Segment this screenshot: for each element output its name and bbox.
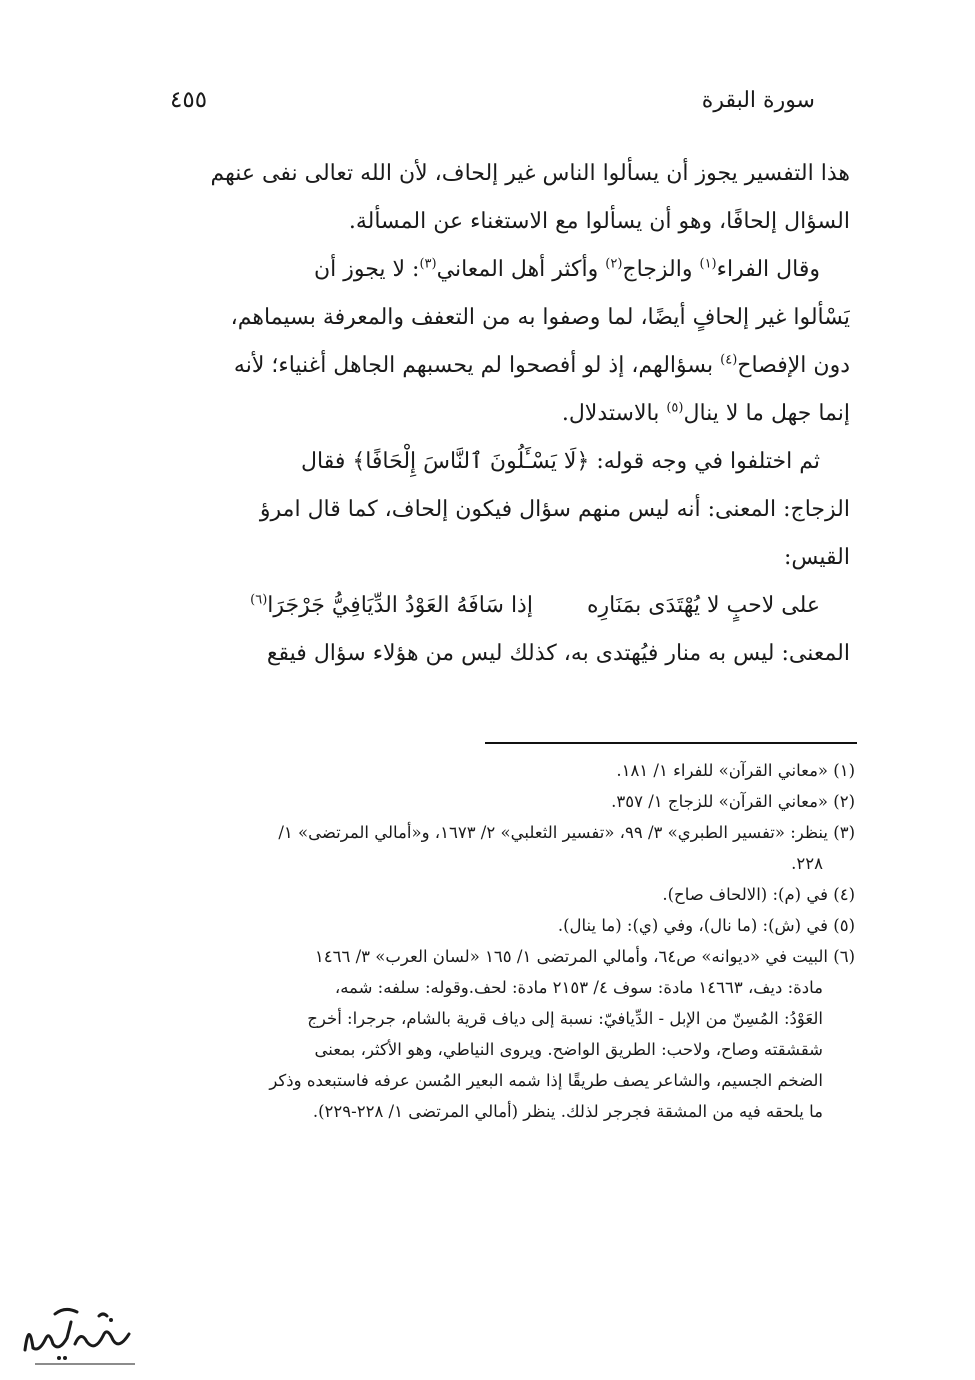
footnote: ما يلحقه فيه من المشقة فجرجر لذلك. ينظر (أمالي المرتضى ١/ ٢٢٨-٢٢٩). [312,1102,823,1121]
text-segment: إنما جهل ما لا ينال [683,401,850,426]
text-line: السؤال إلحافًا، وهو أن يسألوا مع الاستغناء عن المسألة. [348,209,850,234]
poetry-verse [120,582,850,630]
page-number: ٤٥٥ [170,87,208,113]
footnote-ref[interactable]: (٢) [605,256,623,272]
verse-first-half: على لاحبٍ لا يُهْتَدَى بمَنَارِه [586,593,820,618]
footnote: (٣) ينظر: «تفسير الطبري» ٣/ ٩٩، «تفسير الثعلبي» ٢/ ١٦٧٣، و«أمالي المرتضى» ١/ [278,823,855,842]
text-line [120,246,850,294]
text-segment: : لا يجوز أن [313,257,420,282]
text-line: يَسْألوا غير إلحافٍ أيضًا، لما وصفوا به من التعفف والمعرفة بسيماهم، [230,305,850,330]
footnotes [120,755,855,1127]
footnote: الضخم الجسيم، والشاعر يصف طريقًا إذا شمه البعير المُسن عرفه فاستبعده وذكر [269,1071,823,1090]
text-line: القيس: [783,545,850,570]
page-header [170,80,815,120]
text-segment: والزجاج [622,257,700,282]
text-segment: وأكثر أهل المعاني [436,257,606,282]
footnote-ref[interactable]: (٥) [666,400,684,416]
text-line: المعنى: ليس به منار فيُهتدى به، كذلك ليس من هؤلاء سؤال فيقع [266,641,850,666]
footnote: (٥) في (ش): (ما نال)، وفي (ي): (ما ينال). [557,916,855,935]
text-segment: وقال الفراء [716,257,820,282]
footnote-ref[interactable]: (٤) [720,352,738,368]
text-line: الزجاج: المعنى: أنه ليس منهم سؤال فيكون إلحاف، كما قال امرؤ [259,497,850,522]
text-line: ثم اختلفوا في وجه قوله: ﴿لَا يَسْـَٔلُونَ ٱلنَّاسَ إِلْحَافًا﴾ فقال [301,449,820,474]
text-line: هذا التفسير يجوز أن يسألوا الناس غير إلحاف، لأن الله تعالى نفى عنهم [210,161,850,186]
text-line [120,390,850,438]
footnote: ٢٢٨. [791,854,823,873]
text-segment: دون الإفصاح [737,353,850,378]
footnote-ref[interactable]: (٦) [250,592,268,608]
footnote: (٤) في (م): (الالحاف صاح). [662,885,855,904]
verse-second-half: إذا سَافَهُ العَوْدُ الدِّيَافِيُّ جَرْجَرَا [267,593,533,618]
footnote-ref[interactable]: (١) [699,256,717,272]
footnote: مادة: ديف، ١٤٦٦٣ مادة: سوف ٤/ ٢١٥٣ مادة: لحف.وقوله: سلفه: شمه، [334,978,823,997]
footnote-separator [485,742,857,744]
footnote: (١) «معاني القرآن» للفراء ١/ ١٨١. [616,761,855,780]
text-segment: بالاستدلال. [561,401,667,426]
footnote: شقشقته وصاح، ولاحب: الطريق الواضح. ويروى النياطي، وهو الأكثر، بمعنى [314,1040,823,1059]
footnote: (٢) «معاني القرآن» للزجاج ١/ ٣٥٧. [611,792,855,811]
surah-title: سورة البقرة [701,87,815,113]
watermark-logo [15,1300,145,1370]
footnote: العَوْدُ: المُسِنّ من الإبل - الدِّيافيّ: نسبة إلى دياف قرية بالشام، جرجرا: أخرج [307,1009,823,1028]
footnote: (٦) البيت في «ديوانه» ص٦٤، وأمالي المرتضى ١/ ١٦٥ «لسان العرب» ٣/ ١٤٦٦ [314,947,855,966]
text-segment: بسؤالهم، إذ لو أفصحوا لم يحسبهم الجاهل أغنياء؛ لأنه [233,353,721,378]
footnote-ref[interactable]: (٣) [419,256,437,272]
main-text [120,150,850,678]
text-line [120,342,850,390]
